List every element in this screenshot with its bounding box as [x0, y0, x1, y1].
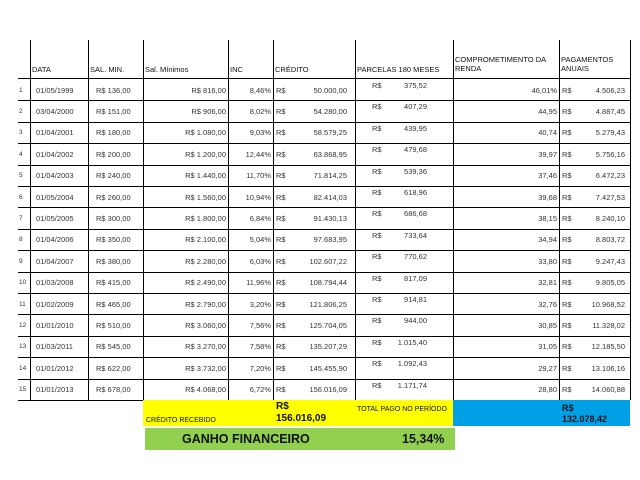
cell-data: 01/02/2009: [36, 299, 74, 309]
cell-parcela-symbol: R$: [372, 252, 382, 262]
table-row: [0, 165, 640, 186]
credito-recebido-sym: R$: [276, 401, 289, 412]
cell-pagamento: 6.472,23: [595, 171, 625, 181]
table-row: [0, 229, 640, 250]
cell-data: 01/01/2013: [36, 385, 74, 395]
cell-comprometimento: 32,81: [538, 278, 557, 288]
cell-comprometimento: 46,01%: [531, 85, 557, 95]
cell-parcela: 407,29: [404, 102, 427, 112]
cell-pagamento-symbol: R$: [562, 235, 572, 245]
credito-recebido-value: 156.016,09: [276, 413, 327, 424]
cell-parcela-symbol: R$: [372, 123, 382, 133]
cell-parcela-symbol: R$: [372, 316, 382, 326]
header-credito: CRÉDITO: [275, 65, 309, 74]
table-row: [0, 314, 640, 335]
row-number: 15: [19, 386, 27, 394]
cell-credito-symbol: R$: [276, 299, 286, 309]
header-parcelas: PARCELAS 180 MESES: [357, 65, 440, 74]
cell-credito: 108.794,44: [309, 278, 347, 288]
cell-pagamento: 9.805,05: [595, 278, 625, 288]
cell-credito: 50.000,00: [313, 85, 347, 95]
cell-comprometimento: 31,05: [538, 342, 557, 352]
cell-sal-min: R$ 180,00: [96, 128, 131, 138]
cell-sal-minimos: R$ 1.080,00: [185, 128, 226, 138]
cell-sal-min: R$ 151,00: [96, 107, 131, 117]
cell-credito-symbol: R$: [276, 85, 286, 95]
cell-sal-min: R$ 240,00: [96, 171, 131, 181]
cell-inc: 12,44%: [245, 149, 271, 159]
cell-parcela-symbol: R$: [372, 337, 382, 347]
cell-credito: 63.868,95: [313, 149, 347, 159]
cell-data: 01/04/2003: [36, 171, 74, 181]
cell-data: 01/01/2010: [36, 321, 74, 331]
cell-credito-symbol: R$: [276, 278, 286, 288]
cell-sal-minimos: R$ 1.440,00: [185, 171, 226, 181]
cell-pagamento: 7.427,53: [595, 192, 625, 202]
cell-parcela-symbol: R$: [372, 359, 382, 369]
cell-parcela: 914,81: [404, 295, 427, 304]
cell-pagamento-symbol: R$: [562, 342, 572, 352]
cell-sal-minimos: R$ 2.790,00: [185, 299, 226, 309]
cell-sal-minimos: R$ 1.200,00: [185, 149, 226, 159]
ganho-financeiro-label: GANHO FINANCEIRO: [182, 432, 310, 446]
cell-comprometimento: 29,27: [538, 363, 557, 373]
table-row: [0, 293, 640, 314]
cell-credito: 91.430,13: [313, 214, 347, 224]
cell-data: 01/05/2004: [36, 192, 74, 202]
cell-data: 01/04/2007: [36, 256, 74, 266]
cell-parcela-symbol: R$: [372, 380, 382, 390]
cell-pagamento: 4.506,23: [595, 85, 625, 95]
table-row: [0, 336, 640, 357]
cell-credito: 135.207,29: [309, 342, 347, 352]
cell-data: 01/03/2011: [36, 342, 73, 352]
cell-sal-min: R$ 300,00: [96, 214, 131, 224]
row-number: 7: [19, 215, 23, 223]
cell-pagamento-symbol: R$: [562, 321, 572, 331]
cell-data: 01/04/2006: [36, 235, 74, 245]
cell-comprometimento: 44,95: [538, 107, 557, 117]
cell-pagamento-symbol: R$: [562, 363, 572, 373]
header-comprometimento: COMPROMETIMENTO DA RENDA: [455, 55, 546, 73]
cell-credito-symbol: R$: [276, 107, 286, 117]
row-number: 8: [19, 236, 23, 244]
cell-data: 01/04/2001: [36, 128, 74, 138]
table-row: [0, 379, 640, 400]
cell-parcela: 375,52: [404, 81, 427, 90]
row-number: 3: [19, 129, 23, 137]
cell-credito-symbol: R$: [276, 256, 286, 266]
cell-pagamento-symbol: R$: [562, 299, 572, 309]
cell-parcela-symbol: R$: [372, 209, 382, 219]
credito-recebido-label: CRÉDITO RECEBIDO: [146, 417, 216, 424]
cell-credito: 102.607,22: [309, 256, 347, 266]
cell-sal-minimos: R$ 3.732,00: [185, 363, 226, 373]
cell-pagamento-symbol: R$: [562, 85, 572, 95]
cell-parcela: 479,68: [404, 145, 427, 155]
cell-pagamento: 13.106,16: [591, 363, 625, 373]
table-row: [0, 357, 640, 378]
cell-pagamento: 11.328,02: [592, 321, 625, 331]
cell-parcela: 618,96: [404, 188, 427, 197]
cell-sal-minimos: R$ 2.280,00: [185, 256, 226, 266]
cell-pagamento-symbol: R$: [562, 128, 572, 138]
row-number: 9: [19, 257, 23, 265]
cell-credito: 58.579,25: [313, 128, 347, 138]
cell-credito-symbol: R$: [276, 321, 286, 331]
row-number: 2: [19, 108, 23, 116]
cell-pagamento: 9.247,43: [595, 256, 625, 266]
cell-parcela: 733,64: [404, 230, 427, 240]
header-sal-min: SAL. MIN.: [90, 65, 125, 74]
cell-pagamento-symbol: R$: [562, 214, 572, 224]
header-data: DATA: [32, 65, 51, 74]
cell-inc: 10,94%: [245, 192, 271, 202]
cell-credito-symbol: R$: [276, 235, 286, 245]
cell-credito-symbol: R$: [276, 171, 286, 181]
ganho-financeiro-value: 15,34%: [402, 432, 445, 446]
table-row: [0, 143, 640, 164]
cell-parcela: 944,00: [404, 316, 427, 326]
row-number: 13: [19, 343, 27, 351]
cell-sal-minimos: R$ 1.560,00: [185, 192, 226, 202]
cell-inc: 7,20%: [249, 363, 271, 373]
cell-parcela-symbol: R$: [372, 273, 382, 283]
cell-pagamento: 5.279,43: [595, 128, 625, 138]
cell-parcela: 1.171,74: [397, 380, 427, 390]
total-pago-sym: R$: [562, 403, 574, 413]
cell-inc: 8,46%: [249, 85, 271, 95]
cell-parcela: 539,36: [404, 166, 427, 176]
cell-sal-min: R$ 678,00: [96, 385, 131, 395]
row-number: 5: [19, 172, 23, 180]
cell-credito: 97.683,95: [313, 235, 347, 245]
table-row: [0, 207, 640, 228]
cell-comprometimento: 39,68: [538, 192, 557, 202]
cell-pagamento: 10.968,52: [591, 299, 625, 309]
cell-sal-min: R$ 350,00: [96, 235, 131, 245]
row-number: 4: [19, 150, 23, 158]
cell-sal-min: R$ 465,00: [96, 299, 131, 309]
cell-comprometimento: 37,46: [538, 171, 557, 181]
cell-comprometimento: 39,97: [538, 149, 557, 159]
cell-comprometimento: 28,80: [538, 385, 557, 395]
cell-comprometimento: 32,76: [538, 299, 557, 309]
cell-inc: 8,02%: [249, 107, 271, 117]
cell-sal-minimos: R$ 2.490,00: [185, 278, 226, 288]
cell-pagamento-symbol: R$: [562, 278, 572, 288]
cell-parcela-symbol: R$: [372, 166, 382, 176]
header-sal-minimos: Sal. Mínimos: [145, 65, 189, 74]
cell-credito-symbol: R$: [276, 385, 286, 395]
cell-credito-symbol: R$: [276, 192, 286, 202]
cell-parcela: 1.092,43: [397, 359, 427, 369]
cell-pagamento-symbol: R$: [562, 149, 572, 159]
cell-parcela: 770,62: [404, 252, 427, 262]
cell-inc: 3,20%: [249, 299, 271, 309]
cell-inc: 7,56%: [249, 321, 271, 331]
cell-pagamento: 4.887,45: [595, 107, 625, 117]
row-number: 10: [19, 279, 27, 287]
row-number: 6: [19, 193, 23, 201]
cell-parcela: 439,95: [404, 123, 427, 133]
cell-parcela-symbol: R$: [372, 102, 382, 112]
cell-credito: 156.016,09: [309, 385, 347, 395]
cell-data: 01/01/2012: [36, 363, 74, 373]
cell-pagamento: 5.756,16: [595, 149, 625, 159]
cell-credito: 71.814,25: [313, 171, 347, 181]
table-row: [0, 272, 640, 293]
cell-pagamento-symbol: R$: [562, 107, 572, 117]
cell-inc: 7,58%: [249, 342, 271, 352]
cell-credito-symbol: R$: [276, 342, 286, 352]
cell-credito: 54.280,00: [313, 107, 347, 117]
total-pago-value: 132.078,42: [562, 414, 608, 424]
cell-inc: 6,84%: [249, 214, 271, 224]
cell-sal-minimos: R$ 4.068,00: [185, 385, 226, 395]
cell-pagamento: 12.185,50: [591, 342, 625, 352]
cell-sal-minimos: R$ 2.100,00: [185, 235, 226, 245]
table-row: [0, 122, 640, 143]
header-pagamentos: PAGAMENTOS ANUAIS: [561, 55, 614, 73]
cell-sal-minimos: R$ 3.270,00: [185, 342, 226, 352]
table-row: [0, 100, 640, 121]
cell-parcela-symbol: R$: [372, 295, 382, 304]
cell-pagamento: 8.803,72: [595, 235, 625, 245]
cell-sal-minimos: R$ 1.800,00: [185, 214, 226, 224]
cell-sal-minimos: R$ 906,00: [191, 107, 226, 117]
cell-comprometimento: 30,85: [538, 321, 557, 331]
cell-sal-min: R$ 510,00: [96, 321, 131, 331]
cell-sal-min: R$ 380,00: [96, 256, 131, 266]
cell-credito-symbol: R$: [276, 363, 286, 373]
table-row: [0, 186, 640, 207]
cell-sal-minimos: R$ 3.060,00: [185, 321, 226, 331]
cell-sal-min: R$ 415,00: [96, 278, 131, 288]
cell-sal-min: R$ 136,00: [96, 85, 131, 95]
cell-credito: 82.414,03: [313, 192, 347, 202]
cell-data: 01/05/1999: [36, 85, 74, 95]
table-row: [0, 79, 640, 100]
row-number: 14: [19, 364, 27, 372]
cell-pagamento: 8.240,10: [595, 214, 625, 224]
cell-inc: 6,72%: [249, 385, 271, 395]
cell-sal-min: R$ 260,00: [96, 192, 131, 202]
cell-credito-symbol: R$: [276, 128, 286, 138]
cell-parcela: 686,68: [404, 209, 427, 219]
cell-comprometimento: 33,80: [538, 256, 557, 266]
cell-pagamento: 14.060,88: [591, 385, 625, 395]
cell-pagamento-symbol: R$: [562, 256, 572, 266]
cell-data: 01/04/2002: [36, 149, 74, 159]
cell-comprometimento: 38,15: [538, 214, 557, 224]
cell-comprometimento: 34,94: [538, 235, 557, 245]
cell-parcela-symbol: R$: [372, 188, 382, 197]
cell-parcela: 817,09: [404, 273, 427, 283]
cell-inc: 11,70%: [246, 171, 271, 181]
cell-inc: 9,03%: [249, 128, 271, 138]
cell-data: 03/04/2000: [36, 107, 74, 117]
cell-pagamento-symbol: R$: [562, 385, 572, 395]
cell-credito: 145.455,90: [309, 363, 347, 373]
cell-inc: 11,96%: [246, 278, 271, 288]
cell-sal-minimos: R$ 816,00: [191, 85, 226, 95]
cell-inc: 5,04%: [249, 235, 271, 245]
cell-parcela-symbol: R$: [372, 145, 382, 155]
cell-pagamento-symbol: R$: [562, 192, 572, 202]
cell-data: 01/03/2008: [36, 278, 74, 288]
cell-sal-min: R$ 545,00: [96, 342, 131, 352]
row-number: 12: [19, 322, 27, 330]
row-number: 1: [19, 86, 23, 94]
cell-sal-min: R$ 622,00: [96, 363, 131, 373]
cell-comprometimento: 40,74: [538, 128, 557, 138]
cell-parcela-symbol: R$: [372, 81, 382, 90]
table-row: [0, 250, 640, 271]
row-number: 11: [19, 300, 26, 308]
cell-credito-symbol: R$: [276, 214, 286, 224]
total-pago-label: TOTAL PAGO NO PERÍODO: [357, 406, 447, 413]
cell-credito-symbol: R$: [276, 149, 286, 159]
cell-credito: 125.704,05: [309, 321, 347, 331]
cell-inc: 6,03%: [249, 256, 271, 266]
cell-data: 01/05/2005: [36, 214, 74, 224]
cell-pagamento-symbol: R$: [562, 171, 572, 181]
cell-credito: 121.806,25: [309, 299, 347, 309]
cell-parcela: 1.015,40: [397, 337, 427, 347]
cell-parcela-symbol: R$: [372, 230, 382, 240]
header-inc: INC: [230, 65, 243, 74]
cell-sal-min: R$ 200,00: [96, 149, 131, 159]
